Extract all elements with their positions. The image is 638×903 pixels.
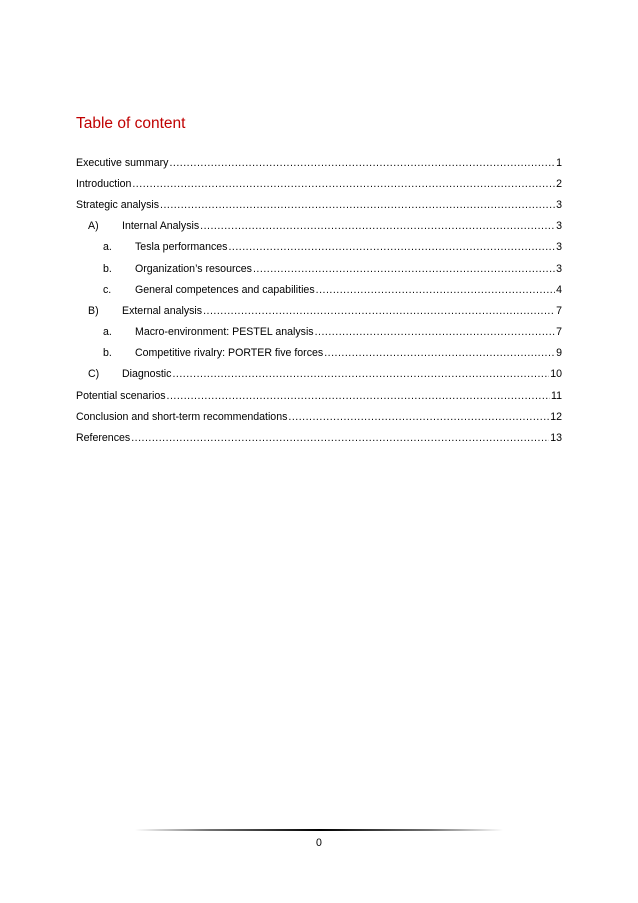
toc-entry-label: Organization’s resources xyxy=(135,262,252,275)
toc-entry-page: 7 xyxy=(556,304,562,317)
toc-entry-page: 13 xyxy=(550,432,562,445)
toc-entry-label: Potential scenarios xyxy=(76,389,166,402)
toc-entry-strategic-analysis[interactable] xyxy=(76,194,562,215)
toc-entry-conclusion[interactable] xyxy=(76,406,562,427)
toc-entry-marker: b. xyxy=(103,347,112,360)
toc-entry-page: 3 xyxy=(556,262,562,275)
toc-leader-dots xyxy=(316,283,555,297)
toc-leader-dots xyxy=(132,177,555,191)
toc-leader-dots xyxy=(169,156,555,170)
toc-entry-label: Strategic analysis xyxy=(76,198,160,211)
toc-leader-dots xyxy=(324,346,555,360)
toc-leader-dots xyxy=(228,240,555,254)
toc-entry-label: Introduction xyxy=(76,177,132,190)
toc-entry-page: 9 xyxy=(556,347,562,360)
toc-leader-dots xyxy=(200,219,555,233)
toc-entry-tesla-performances[interactable] xyxy=(76,237,562,258)
toc-entry-label: General competences and capabilities xyxy=(135,283,315,296)
toc-list xyxy=(76,152,562,449)
toc-entry-pestel-analysis[interactable] xyxy=(76,322,562,343)
toc-entry-marker: A) xyxy=(88,220,99,233)
toc-title: Table of content xyxy=(76,115,186,132)
toc-entry-page: 11 xyxy=(551,389,562,402)
toc-entry-page: 3 xyxy=(556,198,562,211)
toc-entry-internal-analysis[interactable] xyxy=(76,216,562,237)
toc-entry-external-analysis[interactable] xyxy=(76,300,562,321)
toc-leader-dots xyxy=(288,410,549,424)
toc-entry-marker: a. xyxy=(103,326,112,339)
toc-entry-page: 1 xyxy=(556,156,562,169)
toc-leader-dots xyxy=(253,262,555,276)
toc-entry-page: 2 xyxy=(556,177,562,190)
toc-entry-page: 7 xyxy=(556,326,562,339)
toc-entry-diagnostic[interactable] xyxy=(76,364,562,385)
footer-page-number: 0 xyxy=(316,837,322,849)
toc-entry-label: Executive summary xyxy=(76,156,169,169)
toc-leader-dots xyxy=(160,198,555,212)
toc-entry-label: Diagnostic xyxy=(122,368,172,381)
toc-entry-label: Conclusion and short-term recommendations xyxy=(76,410,288,423)
toc-entry-introduction[interactable] xyxy=(76,173,562,194)
toc-entry-organization-resources[interactable] xyxy=(76,258,562,279)
toc-leader-dots xyxy=(167,389,550,403)
toc-entry-page: 3 xyxy=(556,220,562,233)
toc-entry-marker: b. xyxy=(103,262,112,275)
toc-entry-page: 12 xyxy=(550,410,562,423)
toc-leader-dots xyxy=(315,325,556,339)
toc-entry-page: 3 xyxy=(556,241,562,254)
toc-entry-porter-five-forces[interactable] xyxy=(76,343,562,364)
toc-entry-marker: B) xyxy=(88,304,99,317)
toc-leader-dots xyxy=(172,367,549,381)
toc-entry-label: Macro-environment: PESTEL analysis xyxy=(135,326,314,339)
toc-entry-page: 10 xyxy=(550,368,562,381)
toc-entry-label: References xyxy=(76,432,131,445)
toc-entry-references[interactable] xyxy=(76,427,562,448)
toc-entry-label: Competitive rivalry: PORTER five forces xyxy=(135,347,324,360)
toc-entry-general-competences[interactable] xyxy=(76,279,562,300)
toc-entry-label: Internal Analysis xyxy=(122,220,200,233)
toc-leader-dots xyxy=(203,304,555,318)
toc-entry-page: 4 xyxy=(556,283,562,296)
toc-entry-label: External analysis xyxy=(122,304,203,317)
toc-entry-marker: c. xyxy=(103,283,112,296)
toc-entry-potential-scenarios[interactable] xyxy=(76,385,562,406)
toc-entry-marker: C) xyxy=(88,368,100,381)
toc-entry-label: Tesla performances xyxy=(135,241,228,254)
toc-entry-executive-summary[interactable] xyxy=(76,152,562,173)
toc-leader-dots xyxy=(131,431,549,445)
footer-divider xyxy=(135,829,503,831)
toc-entry-marker: a. xyxy=(103,241,112,254)
